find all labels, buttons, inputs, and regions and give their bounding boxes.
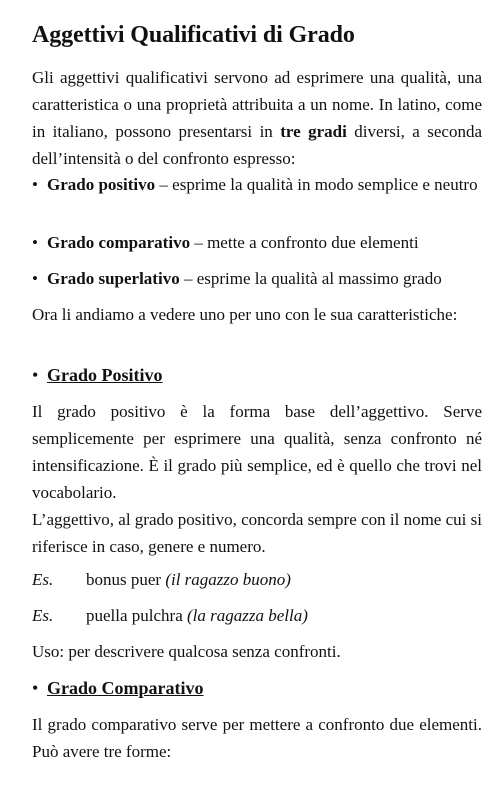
list-item-desc: – esprime la qualità al massimo grado xyxy=(179,269,442,288)
intro-paragraph xyxy=(32,64,482,172)
section-heading-text: Grado Comparativo xyxy=(47,678,204,698)
list-item-grado-positivo xyxy=(32,171,482,198)
example-tag: Es. xyxy=(32,570,54,589)
example-line-2 xyxy=(32,602,482,629)
list-item-grado-superlativo xyxy=(32,265,482,292)
section-heading-comparativo xyxy=(32,675,482,702)
list-item-grado-comparativo xyxy=(32,229,482,256)
example-translation: (la ragazza bella) xyxy=(187,606,308,625)
example-translation: (il ragazzo buono) xyxy=(165,570,291,589)
example-line-1 xyxy=(32,566,482,593)
transition-paragraph: Ora li andiamo a vedere uno per uno con le sua caratteristiche: xyxy=(32,305,458,324)
list-item-desc: – esprime la qualità in modo semplice e neutro xyxy=(155,175,478,194)
list-item-term: Grado positivo xyxy=(47,175,156,194)
list-item-desc: – mette a confronto due elementi xyxy=(190,233,419,252)
example-latin: bonus puer xyxy=(86,570,166,589)
positivo-paragraph-2: L’aggettivo, al grado positivo, concorda sempre con il nome cui si riferisce in caso, genere e numero. xyxy=(32,510,482,556)
list-item-term: Grado comparativo xyxy=(47,233,191,252)
section-heading-text: Grado Positivo xyxy=(47,365,163,385)
list-item-term: Grado superlativo xyxy=(47,269,180,288)
intro-text-1: Gli aggettivi qualificativi servono ad esprimere una qualità, una caratteristica o una proprietà attribuita a un nome. In latino, come in italiano, possono presentarsi in xyxy=(32,68,482,141)
example-latin: puella pulchra xyxy=(86,606,188,625)
section-heading-positivo xyxy=(32,362,482,389)
positivo-paragraph-1: Il grado positivo è la forma base dell’aggettivo. Serve semplicemente per esprimere una qualità, senza confronto né intensificazione. È il grado più semplice, ed è quello che trovi nel vocabolario. xyxy=(32,402,482,502)
usage-line: Uso: per descrivere qualcosa senza confronti. xyxy=(32,642,341,661)
example-tag: Es. xyxy=(32,606,54,625)
intro-text-2: diversi, a seconda dell’intensità o del confronto espresso: xyxy=(32,122,482,168)
page-title: Aggettivi Qualificativi di Grado xyxy=(32,22,355,48)
intro-bold-term: tre gradi xyxy=(280,122,347,141)
comparativo-paragraph-1: Il grado comparativo serve per mettere a confronto due elementi. Può avere tre forme: xyxy=(32,715,482,761)
